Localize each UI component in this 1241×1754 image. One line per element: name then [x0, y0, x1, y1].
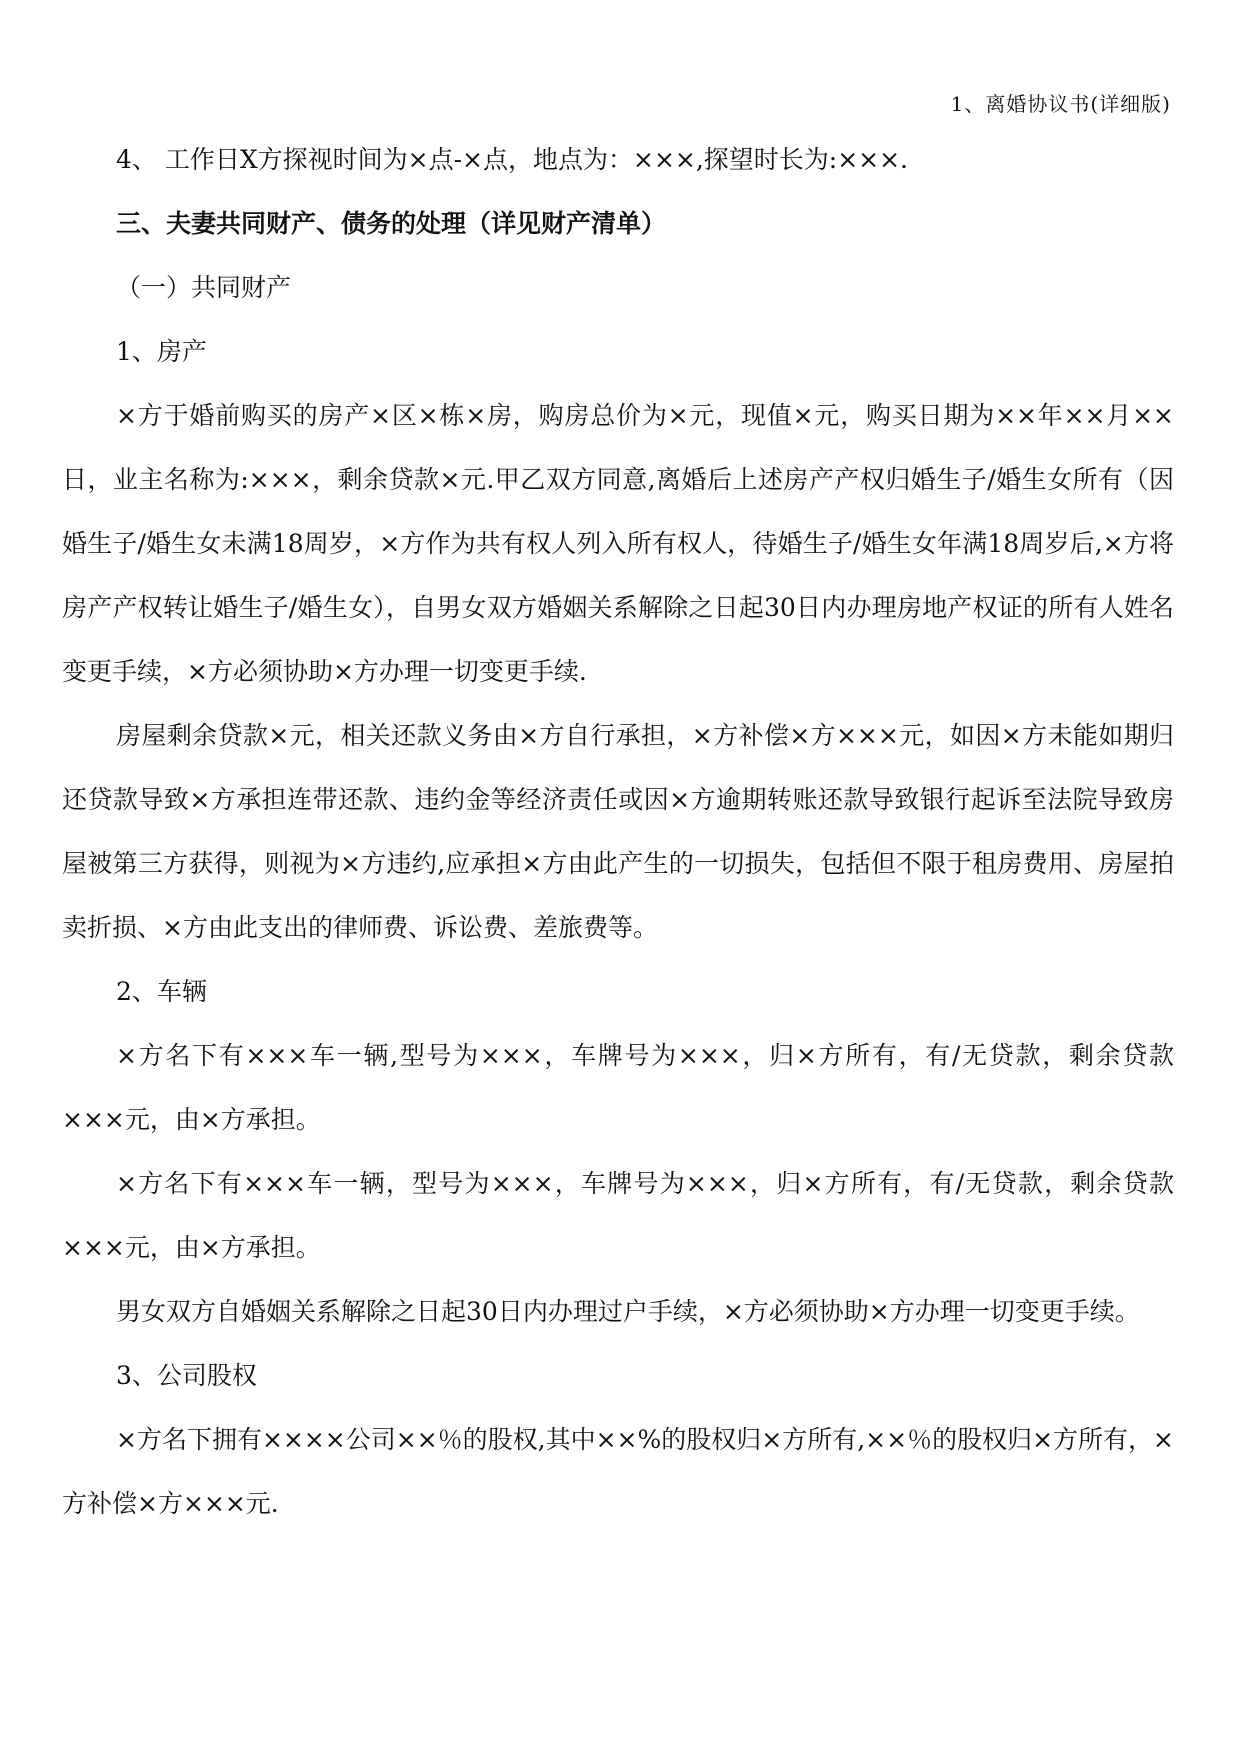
paragraph-real-estate-loan: 房屋剩余贷款×元，相关还款义务由×方自行承担，×方补偿×方×××元，如因×方未能如期归还贷款导致×方承担连带还款、违约金等经济责任或因×方逾期转账还款导致银行起诉至法院导致房屋被第三方获得，则视为×方违约,应承担×方由此产生的一切损失，包括但不限于租房费用、房屋拍卖折损、×方由此支出的律师费、诉讼费、差旅费等。	[62, 721, 1174, 942]
paragraph-company-equity: ×方名下拥有××××公司××％的股权,其中××%的股权归×方所有,××％的股权归×方所有，×方补偿×方×××元.	[62, 1425, 1174, 1518]
paragraph-real-estate-ownership: ×方于婚前购买的房产×区×栋×房，购房总价为×元，现值×元，购买日期为××年××月××日，业主名称为:×××，剩余贷款×元.甲乙双方同意,离婚后上述房产产权归婚生子/婚生女所有（因婚生子/婚生女未满18周岁，×方作为共有权人列入所有权人，待婚生子/婚生女年满18周岁后,×方将房产产权转让婚生子/婚生女），自男女双方婚姻关系解除之日起30日内办理房地产权证的所有人姓名变更手续，×方必须协助×方办理一切变更手续.	[62, 401, 1174, 686]
item-heading-vehicles: 2、车辆	[116, 977, 207, 1006]
item-heading-company-equity: 3、公司股权	[116, 1361, 257, 1390]
item-heading-real-estate: 1、房产	[116, 337, 207, 366]
paragraph-vehicle-2: ×方名下有×××车一辆，型号为×××，车牌号为×××，归×方所有，有/无贷款，剩余贷款×××元，由×方承担。	[62, 1169, 1174, 1262]
paragraph-vehicle-1: ×方名下有×××车一辆,型号为×××，车牌号为×××，归×方所有，有/无贷款，剩余贷款×××元，由×方承担。	[62, 1041, 1174, 1134]
document-body	[62, 128, 1174, 1536]
paragraph-visitation-time: 4、 工作日X方探视时间为×点-×点，地点为：×××,探望时长为:×××.	[116, 145, 908, 174]
paragraph-vehicle-transfer: 男女双方自婚姻关系解除之日起30日内办理过户手续，×方必须协助×方办理一切变更手续。	[116, 1297, 1140, 1326]
section-heading-property-debts: 三、夫妻共同财产、债务的处理（详见财产清单）	[116, 209, 667, 238]
subsection-heading-joint-property: （一）共同财产	[116, 273, 292, 302]
running-header: 1、离婚协议书(详细版)	[950, 92, 1171, 116]
